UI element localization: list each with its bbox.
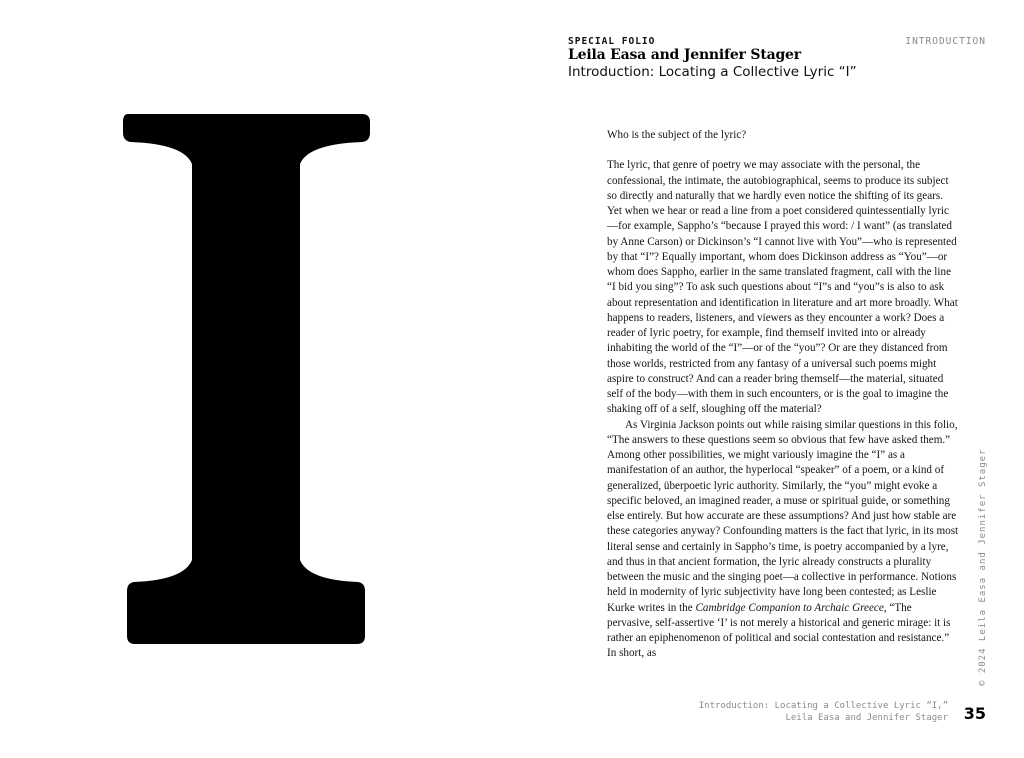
paragraph-2-text-start: As Virginia Jackson points out while raising similar questions in this folio, “The answers to these questions seem so obvious that few have asked them.” Among other possibilities, we might variously imagine the “I” as a manifestation of an author, the hyperlocal “speaker” of a poem, or a kind of generalized, überpoetic lyric authority. Similarly, the “you” might evoke a specific beloved, an imagined reader, a muse or spiritual guide, or something else entirely. But how accurate are these assumptions? And just how stable are these categories anyway? Confounding matters is the fact that lyric, in its most literal sense and certainly in Sappho’s time, is poetry accompanied by a lyre, and thus in that ancient formation, the lyric already constructs a plurality between the music and the singing poet—a collective in performance. Notions held in modernity of lyric subjectivity have long been contested; as Leslie Kurke writes in the [607, 418, 959, 614]
body-paragraph-1: The lyric, that genre of poetry we may associate with the personal, the confessional, the intimate, the autobiographical, seems to produce its subject so directly and naturally that we hardly even notice the shifting of its gears. Yet when we hear or read a line from a poet considered quintessentially lyric—for example, Sappho’s “because I prayed this word: / I want” (as translated by Anne Carson) or Dickinson’s “I cannot live with You”—who is represented by that “I”? Equally important, whom does Dickinson address as “You”—or whom does Sappho, earlier in the same translated fragment, call with the line “I bid you sing”? To ask such questions about “I”s and “you”s is also to ask about representation and identification in literature and art more broadly. What happens to readers, listeners, and viewers as they encounter a work? Does a reader of lyric poetry, for example, find themself invited into or already inhabiting the world of the “I”—or of the “you”? Or are they distanced from those worlds, restricted from any fantasy of a universal such poems might aspire to construct? And can a reader bring themself—the material, situated self of the body—with them in such encounters, or is the goal to imagine the shaking off of a self, sloughing off the material? [607, 159, 958, 416]
body-paragraph-2 [607, 418, 959, 662]
running-footer-title: Introduction: Locating a Collective Lyric “I,” [698, 701, 948, 711]
lead-question: Who is the subject of the lyric? [607, 129, 747, 141]
running-footer-authors: Leila Easa and Jennifer Stager [785, 713, 948, 723]
article-title: Introduction: Locating a Collective Lyric “I” [568, 64, 857, 80]
letter-i-glyph [123, 114, 370, 644]
letter-i-graphic [110, 40, 390, 700]
special-folio-label: SPECIAL FOLIO [568, 36, 656, 47]
cited-book-title: Cambridge Companion to Archaic Greece [695, 601, 884, 614]
article-body [607, 128, 959, 662]
page-number: 35 [963, 704, 986, 723]
section-label: INTRODUCTION [905, 36, 986, 47]
vertical-copyright: © 2024 Leila Easa and Jennifer Stager [978, 448, 988, 686]
decorative-drop-letter-i [110, 40, 390, 700]
paragraph-2-text-end: , “The pervasive, self-assertive ‘I’ is not merely a historical and generic mirage: it is rather an epiphenomenon of political and social contestation and resistance.” In short, as [607, 601, 951, 660]
running-footer [699, 700, 948, 724]
article-authors: Leila Easa and Jennifer Stager [568, 47, 801, 63]
